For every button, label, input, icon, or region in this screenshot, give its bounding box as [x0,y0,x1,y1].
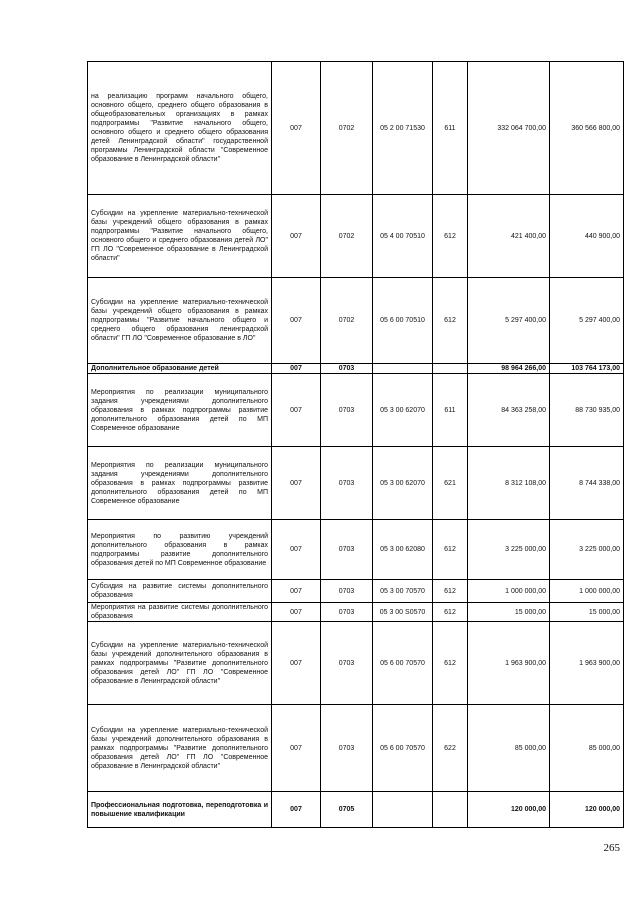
expense-type-code: 612 [433,278,468,364]
section-code: 0702 [321,278,373,364]
target-article-code: 05 3 00 70570 [373,580,433,603]
ministry-code: 007 [272,603,321,622]
section-total-row [88,792,624,828]
amount-year-2: 85 000,00 [550,705,624,792]
section-code: 0703 [321,705,373,792]
table-row [88,62,624,195]
amount-year-1: 5 297 400,00 [468,278,550,364]
amount-year-2: 3 225 000,00 [550,520,624,580]
ministry-code: 007 [272,792,321,828]
target-article-code: 05 3 00 S0570 [373,603,433,622]
amount-year-2: 360 566 800,00 [550,62,624,195]
section-total-row [88,364,624,374]
budget-item-name: Субсидии на укрепление материально-технической базы учреждений общего образования в рамках подпрограммы "Развитие начального общего и среднего общего образования ленинградской области" ГП ЛО "Современное образование в ЛО" [88,278,272,364]
budget-table-body [88,62,624,828]
budget-item-name: Мероприятия на развитие системы дополнительного образования [88,603,272,622]
ministry-code: 007 [272,364,321,374]
amount-year-1: 85 000,00 [468,705,550,792]
budget-item-name: Мероприятия по реализации муниципального задания учреждениями дополнительного образования в рамках подпрограммы развитие дополнительного образования детей по МП Современное образование [88,447,272,520]
section-code: 0703 [321,364,373,374]
table-row [88,278,624,364]
target-article-code: 05 6 00 70570 [373,622,433,705]
amount-year-1: 3 225 000,00 [468,520,550,580]
table-row [88,374,624,447]
section-code: 0703 [321,374,373,447]
table-row [88,622,624,705]
target-article-code: 05 4 00 70510 [373,195,433,278]
budget-item-name: на реализацию программ начального общего, основного общего, среднего общего образования в общеобразовательных организациях в рамках подпрограммы "Развитие начального общего, основного общего и среднего общего образования детей Ленинградской области" государственной программы Ленинградской области "Современное образование в Ленинградской области" [88,62,272,195]
ministry-code: 007 [272,62,321,195]
section-code: 0703 [321,622,373,705]
budget-item-name: Дополнительное образование детей [88,364,272,374]
amount-year-2: 5 297 400,00 [550,278,624,364]
amount-year-1: 1 963 900,00 [468,622,550,705]
expense-type-code [433,792,468,828]
amount-year-1: 98 964 266,00 [468,364,550,374]
section-code: 0705 [321,792,373,828]
amount-year-2: 15 000,00 [550,603,624,622]
amount-year-1: 8 312 108,00 [468,447,550,520]
amount-year-1: 120 000,00 [468,792,550,828]
table-row [88,580,624,603]
expense-type-code: 612 [433,622,468,705]
target-article-code: 05 3 00 62080 [373,520,433,580]
expense-type-code: 612 [433,603,468,622]
target-article-code: 05 2 00 71530 [373,62,433,195]
section-code: 0703 [321,520,373,580]
amount-year-1: 421 400,00 [468,195,550,278]
amount-year-1: 15 000,00 [468,603,550,622]
amount-year-2: 1 963 900,00 [550,622,624,705]
table-row [88,705,624,792]
ministry-code: 007 [272,705,321,792]
budget-item-name: Субсидии на укрепление материально-технической базы учреждений дополнительного образования в рамках подпрограммы "Развитие дополнительного образования детей ЛО" ГП ЛО "Современное образование в Ленинградской области" [88,622,272,705]
budget-item-name: Субсидии на укрепление материально-технической базы учреждений дополнительного образования в рамках подпрограммы "Развитие дополнительного образования детей ЛО" ГП ЛО "Современное образование в Ленинградской области" [88,705,272,792]
budget-item-name: Субсидия на развитие системы дополнительного образования [88,580,272,603]
section-code: 0703 [321,580,373,603]
target-article-code: 05 3 00 62070 [373,447,433,520]
amount-year-2: 120 000,00 [550,792,624,828]
target-article-code [373,792,433,828]
expense-type-code: 611 [433,374,468,447]
page-number: 265 [603,842,620,854]
section-code: 0702 [321,195,373,278]
amount-year-1: 84 363 258,00 [468,374,550,447]
budget-table [87,61,624,828]
amount-year-2: 103 764 173,00 [550,364,624,374]
expense-type-code: 612 [433,580,468,603]
expense-type-code: 612 [433,195,468,278]
expense-type-code: 612 [433,520,468,580]
amount-year-2: 8 744 338,00 [550,447,624,520]
table-row [88,447,624,520]
target-article-code [373,364,433,374]
target-article-code: 05 3 00 62070 [373,374,433,447]
budget-item-name: Профессиональная подготовка, переподготовка и повышение квалификации [88,792,272,828]
section-code: 0703 [321,447,373,520]
target-article-code: 05 6 00 70570 [373,705,433,792]
section-code: 0703 [321,603,373,622]
budget-item-name: Мероприятия по развитию учреждений дополнительного образования в рамках подпрограммы развитие дополнительного образования детей по МП Современное образование [88,520,272,580]
table-row [88,520,624,580]
ministry-code: 007 [272,195,321,278]
amount-year-1: 1 000 000,00 [468,580,550,603]
expense-type-code: 621 [433,447,468,520]
section-code: 0702 [321,62,373,195]
amount-year-2: 440 900,00 [550,195,624,278]
budget-item-name: Мероприятия по реализации муниципального задания учреждениями дополнительного образования в рамках подпрограммы развитие дополнительного образования детей по МП Современное образование [88,374,272,447]
table-row [88,603,624,622]
ministry-code: 007 [272,374,321,447]
ministry-code: 007 [272,278,321,364]
budget-item-name: Субсидии на укрепление материально-технической базы учреждений общего образования в рамках подпрограммы "Развитие начального общего, основного общего и среднего образования детей ЛО" ГП ЛО "Современное образование в Ленинградской области" [88,195,272,278]
amount-year-2: 88 730 935,00 [550,374,624,447]
ministry-code: 007 [272,520,321,580]
ministry-code: 007 [272,580,321,603]
table-row [88,195,624,278]
ministry-code: 007 [272,447,321,520]
amount-year-1: 332 064 700,00 [468,62,550,195]
expense-type-code: 622 [433,705,468,792]
amount-year-2: 1 000 000,00 [550,580,624,603]
target-article-code: 05 6 00 70510 [373,278,433,364]
expense-type-code [433,364,468,374]
ministry-code: 007 [272,622,321,705]
expense-type-code: 611 [433,62,468,195]
